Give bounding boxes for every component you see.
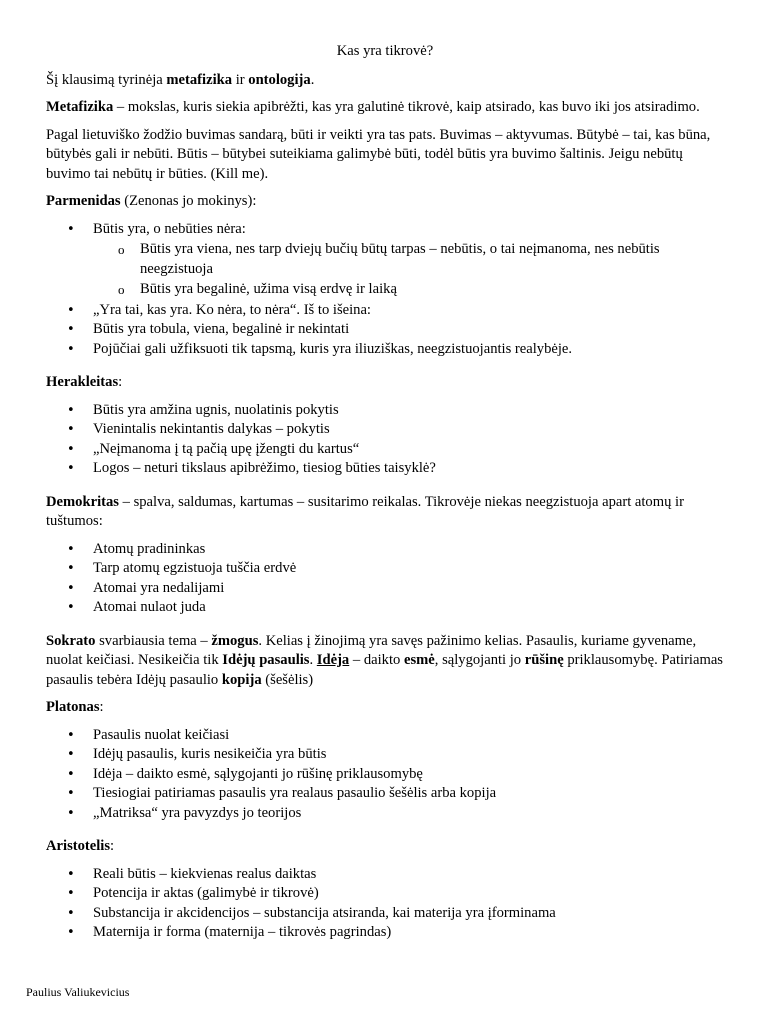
list-item: • Reali būtis – kiekvienas realus daiktas — [93, 865, 724, 885]
parmenidas-sublist — [93, 240, 724, 300]
term-metafizika: metafizika — [166, 71, 233, 88]
paragraph-text: svarbiausia tema – — [95, 632, 212, 649]
paragraph-text: , sąlygojanti jo — [434, 652, 525, 668]
intro-text: ir — [232, 71, 249, 88]
parmenidas-name: Parmenidas — [46, 193, 121, 209]
demokritas-paragraph — [46, 493, 724, 532]
metafizika-term: Metafizika — [46, 99, 114, 115]
document-title: Kas yra tikrovė? — [336, 43, 434, 59]
heading-colon: : — [118, 374, 123, 390]
list-item — [93, 220, 724, 300]
paragraph-text: (šešėlis) — [261, 671, 314, 688]
platonas-list — [46, 726, 724, 824]
document-body — [46, 42, 724, 957]
list-item: • Substancija ir akcidencijos – substancija atsiranda, kai materija yra įforminama — [93, 904, 724, 924]
paragraph-text: priklausomybę. Patiriamas pasaulis tebėra Idėjų pasaulio — [46, 652, 723, 688]
paragraph-text: . — [309, 652, 317, 668]
list-item: • Idėjų pasaulis, kuris nesikeičia yra būtis — [93, 745, 724, 765]
intro-paragraph — [46, 71, 724, 91]
herakleitas-list — [46, 401, 724, 479]
list-item: • Atomų pradininkas — [93, 540, 724, 560]
demokritas-text: – spalva, saldumas, kartumas – susitarimo reikalas. Tikrovėje niekas neegzistuoja apart atomų ir tuštumos: — [46, 493, 684, 529]
list-item: • Atomai yra nedalijami — [93, 579, 724, 599]
aristotelis-heading — [46, 837, 724, 857]
aristotelis-name: Aristotelis — [46, 838, 111, 854]
intro-text: Šį klausimą tyrinėja — [46, 71, 167, 88]
term-ontologija: ontologija — [248, 71, 311, 88]
list-item: • Vienintalis nekintantis dalykas – pokytis — [93, 420, 724, 440]
pagal-paragraph: Pagal lietuviško žodžio buvimas sandarą, būti ir veikti yra tas pats. Buvimas – aktyvumas. Būtybė – tai, kas būna, būtybės gali ir nebūti. Būtis – būtybei suteikiama galimybė būti, todėl būtis yra buvimo šaltinis. Jeigu nebūtų buvimo tai nebūtų ir būties. (Kill me). — [46, 126, 711, 182]
list-item: • Pojūčiai gali užfiksuoti tik tapsmą, kuris yra iliuziškas, neegzistuojantis realybėje. — [93, 340, 724, 360]
parmenidas-heading — [46, 192, 724, 212]
list-item: • Maternija ir forma (maternija – tikrovės pagrindas) — [93, 923, 724, 943]
list-item: • „Yra tai, kas yra. Ko nėra, to nėra“. Iš to išeina: — [93, 301, 724, 321]
sub-list-item: o Būtis yra begalinė, užima visą erdvę ir laiką — [140, 280, 724, 300]
term-zmogus: žmogus — [211, 632, 259, 649]
list-item: • Atomai nulaot juda — [93, 598, 724, 618]
heading-colon: : — [99, 699, 104, 715]
term-rusine: rūšinę — [524, 652, 564, 668]
sub-list-item: o Būtis yra viena, nes tarp dviejų bučių būtų tarpas – nebūtis, o tai neįmanoma, nes nebūtis neegzistuoja — [140, 240, 724, 279]
paragraph-text: . Kelias į žinojimą yra savęs pažinimo kelias. Pasaulis, kuriame gyvename, nuolat keičiasi. Nesikeičia tik — [46, 632, 697, 668]
platonas-name: Platonas — [46, 699, 100, 715]
list-item-text: Būtis yra, o nebūties nėra: — [93, 220, 246, 237]
list-item: • „Matriksa“ yra pavyzdys jo teorijos — [93, 804, 724, 824]
list-item: • Potencija ir aktas (galimybė ir tikrovė) — [93, 884, 724, 904]
platonas-heading — [46, 698, 724, 718]
metafizika-definition — [46, 98, 724, 118]
sokratas-name: Sokrato — [46, 632, 96, 649]
demokritas-name: Demokritas — [46, 493, 119, 510]
herakleitas-name: Herakleitas — [46, 374, 119, 390]
sokratas-paragraph — [46, 632, 724, 691]
term-kopija: kopija — [221, 671, 262, 688]
term-ideju-pasaulis: Idėjų pasaulis — [222, 652, 310, 668]
heading-colon: : — [110, 838, 115, 854]
parmenidas-list — [46, 220, 724, 360]
list-item: • Tarp atomų egzistuoja tuščia erdvė — [93, 559, 724, 579]
paragraph-text: – daikto — [349, 652, 404, 668]
list-item: • Būtis yra amžina ugnis, nuolatinis pokytis — [93, 401, 724, 421]
list-item: • Idėja – daikto esmė, sąlygojanti jo rūšinę priklausomybę — [93, 765, 724, 785]
intro-text: . — [310, 71, 315, 88]
page-footer-author: Paulius Valiukevicius — [26, 985, 130, 999]
list-item: • Logos – neturi tikslaus apibrėžimo, tiesiog būties taisyklė? — [93, 459, 724, 479]
list-item: • Būtis yra tobula, viena, begalinė ir nekintati — [93, 320, 724, 340]
list-item: • „Neįmanoma į tą pačią upę įžengti du kartus“ — [93, 440, 724, 460]
parmenidas-note: (Zenonas jo mokinys): — [120, 193, 257, 209]
metafizika-text: – mokslas, kuris siekia apibrėžti, kas yra galutinė tikrovė, kaip atsirado, kas buvo iki jos atsiradimo. — [113, 99, 700, 115]
herakleitas-heading — [46, 373, 724, 393]
aristotelis-list — [46, 865, 724, 943]
term-esme: esmė — [403, 652, 435, 668]
list-item: • Pasaulis nuolat keičiasi — [93, 726, 724, 746]
demokritas-list — [46, 540, 724, 618]
term-ideja: Idėja — [316, 652, 350, 668]
list-item: • Tiesiogiai patiriamas pasaulis yra realaus pasaulio šešėlis arba kopija — [93, 784, 724, 804]
